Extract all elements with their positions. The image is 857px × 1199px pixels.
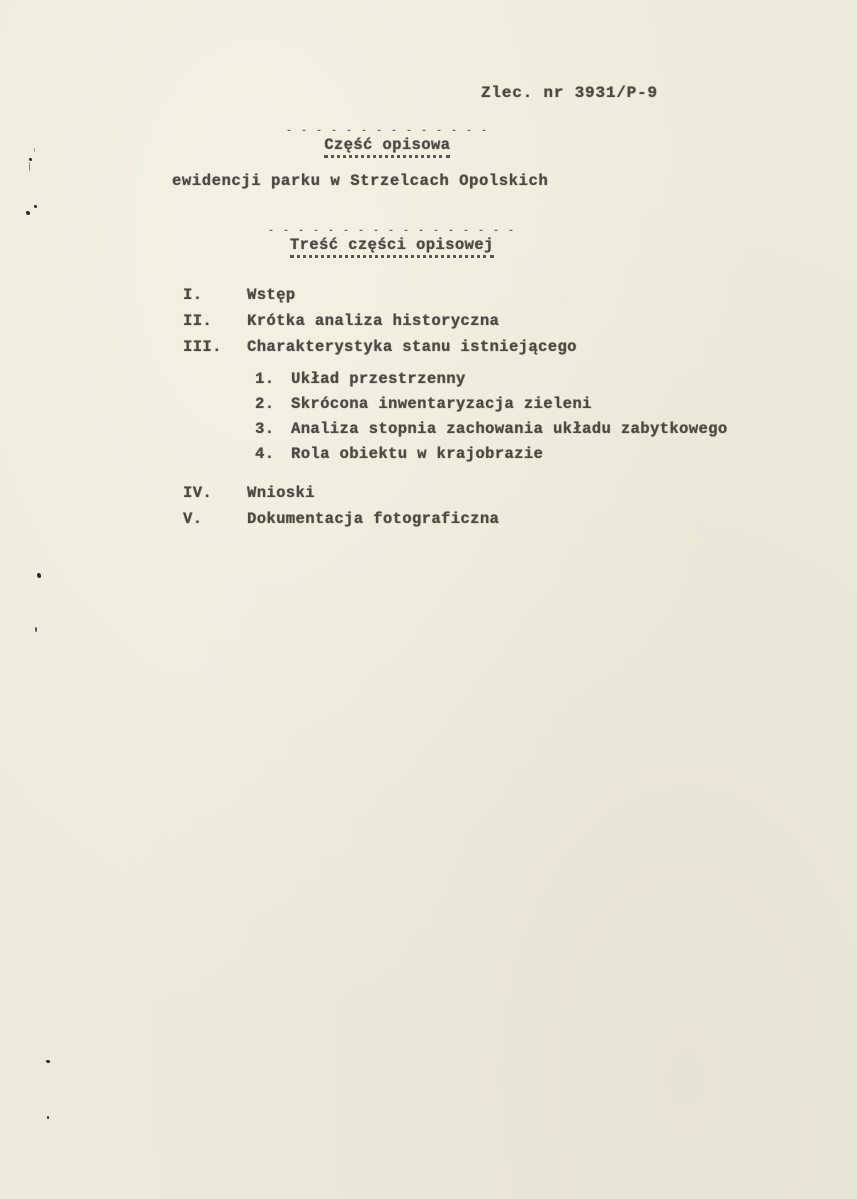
toc-item-number: V. — [183, 510, 203, 528]
toc-heading-block — [268, 228, 516, 258]
toc-item — [183, 510, 823, 536]
scan-speck — [26, 211, 30, 215]
scan-speck — [47, 1116, 49, 1119]
toc-subitem — [183, 445, 823, 470]
toc-subitem-number: 1. — [255, 370, 275, 388]
toc-subitem — [183, 370, 823, 395]
toc-subitem-label: Układ przestrzenny — [291, 370, 466, 388]
toc-item-number: II. — [183, 312, 213, 330]
toc-sublist — [183, 370, 823, 470]
toc-item — [183, 338, 823, 364]
scan-speck — [34, 148, 35, 152]
toc-heading: Treść części opisowej — [290, 236, 494, 258]
toc-subitem-label: Rola obiektu w krajobrazie — [291, 445, 544, 463]
order-number: Zlec. nr 3931/P-9 — [481, 84, 658, 102]
toc-heading-dashed-rule: - - - - - - - - - - - - - - - - - — [268, 228, 516, 236]
toc-item-number: III. — [183, 338, 222, 356]
toc-subitem — [183, 420, 823, 445]
toc-item-number: IV. — [183, 484, 213, 502]
toc-subitem-number: 2. — [255, 395, 275, 413]
title-block — [286, 128, 489, 158]
toc-item-label: Dokumentacja fotograficzna — [247, 510, 500, 528]
toc-item-label: Wnioski — [247, 484, 315, 502]
scan-speck — [37, 573, 41, 578]
scan-speck — [46, 1060, 50, 1063]
toc-subitem-number: 4. — [255, 445, 275, 463]
document-title: Część opisowa — [324, 136, 450, 158]
scan-speck — [29, 162, 30, 172]
toc-item — [183, 312, 823, 338]
document-subtitle: ewidencji parku w Strzelcach Opolskich — [172, 172, 549, 190]
scan-speck — [35, 627, 37, 632]
toc-item-label: Charakterystyka stanu istniejącego — [247, 338, 577, 356]
toc-subitem-label: Skrócona inwentaryzacja zieleni — [291, 395, 592, 413]
toc-item-number: I. — [183, 286, 203, 304]
toc-subitem-label: Analiza stopnia zachowania układu zabytkowego — [291, 420, 728, 438]
toc-item — [183, 484, 823, 510]
scan-speck — [29, 158, 32, 161]
toc-subitem — [183, 395, 823, 420]
toc-item-label: Wstęp — [247, 286, 296, 304]
toc-item — [183, 286, 823, 312]
table-of-contents — [183, 286, 823, 536]
title-dashed-rule: - - - - - - - - - - - - - - — [286, 128, 489, 136]
scan-speck — [34, 205, 37, 208]
toc-subitem-number: 3. — [255, 420, 275, 438]
toc-item-label: Krótka analiza historyczna — [247, 312, 500, 330]
